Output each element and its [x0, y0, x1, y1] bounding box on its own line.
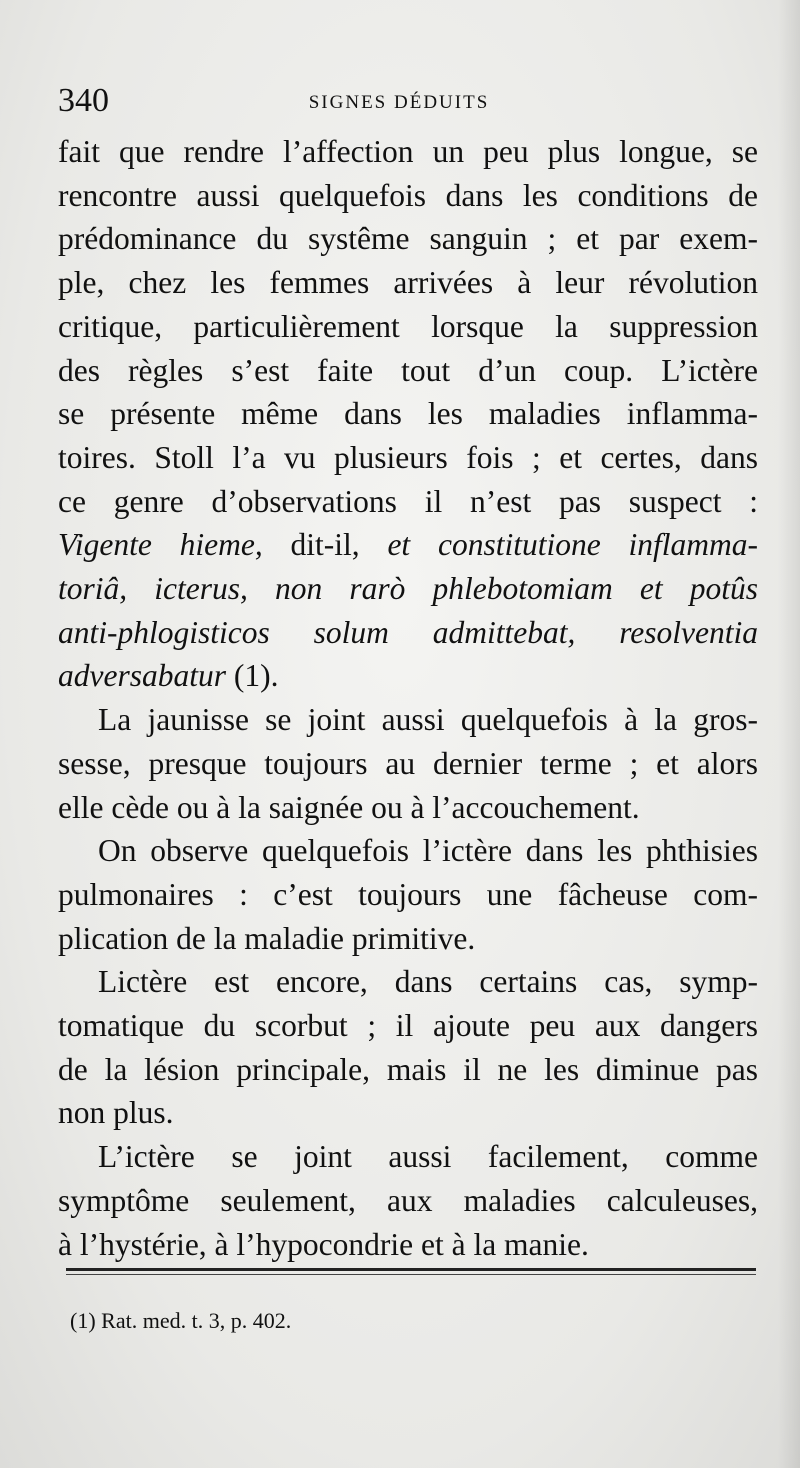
text-line: à l’hystérie, à l’hypocondrie et à la manie. [58, 1226, 589, 1262]
text-line: ce genre d’observations il n’est pas suspect : [58, 483, 758, 519]
text-line: toriâ, icterus, non rarò phlebotomiam et potûs [58, 571, 758, 607]
text-line: elle cède ou à la saignée ou à l’accouchement. [58, 789, 640, 825]
text-line: se présente même dans les maladies inflamma- [58, 396, 758, 432]
page-header [58, 78, 740, 128]
text-line: Lictère est encore, dans certains cas, symp- [98, 964, 758, 1000]
italic-text: adversabatur [58, 658, 226, 694]
running-head: SIGNES DÉDUITS [308, 92, 490, 113]
text-line: plication de la maladie primitive. [58, 920, 476, 956]
text-line: fait que rendre l’affection un peu plus longue, se [58, 134, 758, 169]
text-line: des règles s’est faite tout d’un coup. L’ictère [58, 352, 758, 388]
text-line: anti-phlogisticos solum admittebat, resolventia [58, 614, 758, 650]
page-edge-shadow [778, 0, 800, 1468]
text-line: L’ictère se joint aussi facilement, comme [98, 1139, 758, 1175]
text-line: tomatique du scorbut ; il ajoute peu aux dangers [58, 1008, 758, 1044]
footnote-rule-thin [66, 1274, 756, 1275]
text-line: rencontre aussi quelquefois dans les conditions de [58, 177, 758, 213]
italic-text: et constitutione inflamma- [387, 527, 758, 563]
text-line: non plus. [58, 1095, 174, 1131]
page-number: 340 [58, 82, 109, 119]
footnote-rule [66, 1268, 756, 1271]
text-segment: (1). [226, 658, 279, 694]
text-line: La jaunisse se joint aussi quelquefois à la gros- [98, 702, 758, 738]
text-line: critique, particulièrement lorsque la suppression [58, 308, 758, 344]
text-line [58, 654, 758, 698]
text-line: de la lésion principale, mais il ne les diminue pas [58, 1051, 758, 1087]
text-line: ple, chez les femmes arrivées à leur révolution [58, 265, 758, 301]
body-text [58, 130, 758, 1266]
text-line: pulmonaires : c’est toujours une fâcheuse com- [58, 876, 758, 912]
text-line: prédominance du systême sanguin ; et par exem- [58, 221, 758, 257]
text-line: sesse, presque toujours au dernier terme ; et alors [58, 745, 758, 781]
text-segment: dit-il, [262, 527, 388, 563]
italic-text: Vigente hieme, [58, 527, 263, 563]
text-line: On observe quelquefois l’ictère dans les phthisies [98, 833, 758, 869]
text-line: toires. Stoll l’a vu plusieurs fois ; et certes, dans [58, 439, 758, 475]
text-line [58, 523, 758, 567]
footnote: (1) Rat. med. t. 3, p. 402. [70, 1308, 292, 1333]
text-line: symptôme seulement, aux maladies calculeuses, [58, 1182, 758, 1218]
